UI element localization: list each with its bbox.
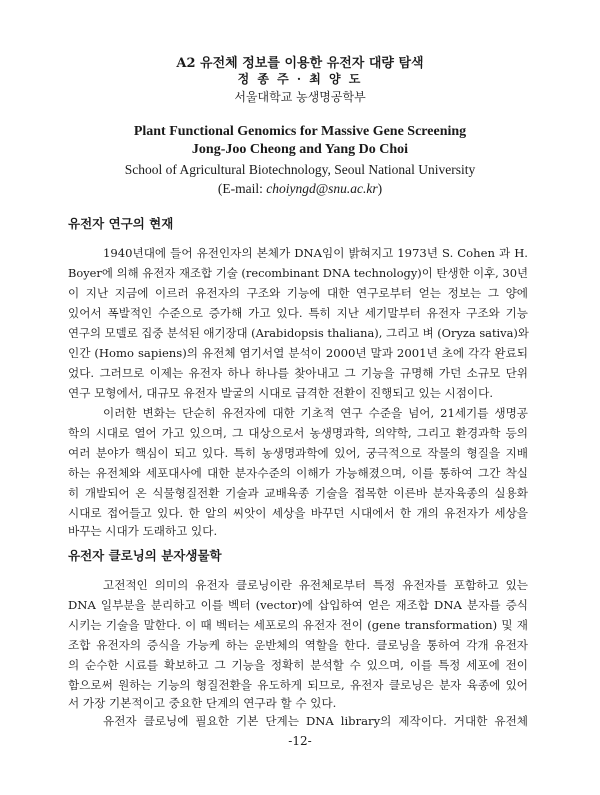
email-line [0, 181, 600, 197]
body-line: 조합 유전자의 증식을 가능케 하는 운반체의 역할을 한다. 클로닝을 통하여 각개 유전자 [68, 638, 528, 652]
body-line: 바꾸는 시대가 도래하고 있다. [68, 524, 218, 538]
body-line: 이 지난 지금에 이르러 유전자의 구조와 기능에 대한 연구로부터 얻는 정보는 그 양에 [68, 286, 528, 300]
title-korean: A2 유전체 정보를 이용한 유전자 대량 탐색 [176, 56, 424, 71]
body-line: 서 가장 기본적이고 중요한 단계의 연구라 할 수 있다. [68, 696, 337, 710]
body-line: 학의 시대로 열어 가고 있으며, 그 대상으로서 농생명과학, 의약학, 그리고 환경과학 등의 [68, 426, 528, 440]
section-heading-current-gene-research: 유전자 연구의 현재 [68, 216, 174, 231]
body-line: 인간 (Homo sapiens)의 유전체 염기서열 분석이 2000년 말과 2001년 초에 각각 완료되 [68, 346, 528, 360]
body-line: 이러한 변화는 단순히 유전자에 대한 기초적 연구 수준을 넘어, 21세기를 생명공 [103, 406, 528, 420]
page-number: -12- [288, 734, 312, 748]
body-line: 함으로써 원하는 기능의 형질전환을 유도하게 되므로, 유전자 클로닝은 분자 육종에 있어 [68, 678, 528, 692]
body-line: 여러 분야가 핵심이 되고 있다. 특히 농생명과학에 있어, 궁극적으로 작물의 형질을 지배 [68, 446, 528, 460]
email-address: choiyngd@snu.ac.kr [266, 181, 378, 196]
body-line: Boyer에 의해 유전자 재조합 기술 (recombinant DNA technology)이 탄생한 이후, 30년 [68, 266, 528, 280]
body-line: 1940년대에 들어 유전인자의 본체가 DNA임이 밝혀지고 1973년 S. Cohen 과 H. [103, 246, 528, 260]
email-suffix: ) [377, 181, 383, 196]
authors-korean: 정 종 주 · 최 양 도 [237, 72, 363, 86]
email-prefix: (E-mail: [217, 181, 267, 196]
body-line: 고전적인 의미의 유전자 클로닝이란 유전체로부터 특정 유전자를 포함하고 있는 [103, 578, 528, 592]
body-line: 하는 유전체와 세포대사에 대한 분자수준의 이해가 가능해졌으며, 이를 통하여 그간 착실 [68, 466, 528, 480]
body-line: 히 개발되어 온 식물형질전환 기술과 교배육종 기술을 접목한 이른바 분자육종의 실용화 [68, 486, 528, 500]
body-line: 연구의 모델로 집중 분석된 애기장대 (Arabidopsis thaliana), 그리고 벼 (Oryza sativa)와 [68, 326, 529, 340]
body-line: 있어서 폭발적인 수준으로 증가해 가고 있다. 특히 지난 세기말부터 유전자 구조와 기능 [68, 306, 528, 320]
body-line: DNA 일부분을 분리하고 이를 벡터 (vector)에 삽입하여 얻은 재조합 DNA 분자를 증식 [68, 598, 528, 612]
body-line: 유전자 클로닝에 필요한 기본 단계는 DNA library의 제작이다. 거대한 유전체 [103, 714, 528, 728]
body-line: 었다. 그러므로 이제는 유전자 하나 하나를 찾아내고 그 기능을 규명해 가던 소규모 단위 [68, 366, 528, 380]
authors-english: Jong-Joo Cheong and Yang Do Choi [191, 142, 409, 157]
body-line: 의 순수한 시료를 확보하고 그 기능을 정확히 분석할 수 있으며, 이를 특정 세포에 전이 [68, 658, 528, 672]
title-english: Plant Functional Genomics for Massive Gene Screening [133, 124, 467, 139]
body-line: 연구 모형에서, 대규모 유전자 발굴의 시대로 급격한 전환이 진행되고 있는 시점이다. [68, 386, 494, 400]
body-line: 시대로 접어들고 있다. 한 알의 씨앗이 세상을 바꾸던 시대에서 한 개의 유전자가 세상을 [68, 506, 528, 520]
body-line: 시키는 기술을 말한다. 이 때 벡터는 세포로의 유전자 전이 (gene transformation) 및 재 [68, 618, 528, 632]
section-heading-cloning-molecular-biology: 유전자 클로닝의 분자생물학 [68, 548, 222, 563]
affiliation-korean: 서울대학교 농생명공학부 [234, 90, 366, 104]
affiliation-english: School of Agricultural Biotechnology, Seoul National University [124, 162, 476, 177]
